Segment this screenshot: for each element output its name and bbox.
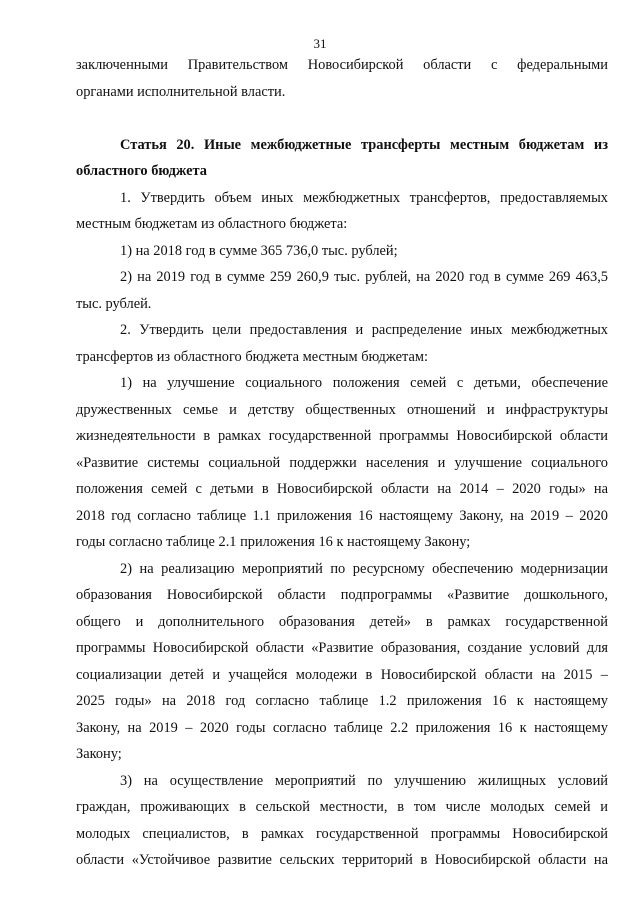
text-line: образования Новосибирской области подпрограммы «Развитие дошкольного, (76, 587, 608, 603)
text-line: 1) на улучшение социального положения семей с детьми, обеспечение (120, 375, 608, 391)
text-line: жизнедеятельности в рамках государственной программы Новосибирской области (76, 428, 608, 444)
article-heading (76, 132, 608, 185)
paragraph-2-item-1 (76, 370, 608, 556)
text-line: 2) на реализацию мероприятий по ресурсному обеспечению модернизации (120, 560, 608, 577)
text-line: органами исполнительной власти. (76, 83, 286, 100)
text-line: молодых специалистов, в рамках государственной программы Новосибирской (76, 825, 608, 842)
text-line: заключенными Правительством Новосибирской области с федеральными (76, 57, 608, 73)
text-line: 1) на 2018 год в сумме 365 736,0 тыс. рублей; (120, 242, 398, 259)
text-line: положения семей с детьми в Новосибирской области на 2014 – 2020 годы» на (76, 481, 608, 497)
paragraph-2-item-2 (76, 556, 608, 768)
text-line: общего и дополнительного образования детей» в рамках государственной (76, 613, 608, 630)
paragraph-1-item-2 (76, 264, 608, 317)
text-line: 2. Утвердить цели предоставления и распределение иных межбюджетных (120, 322, 608, 338)
text-line: 2025 годы» на 2018 год согласно таблице 1.2 приложения 16 к настоящему (76, 693, 608, 709)
text-line: трансфертов из областного бюджета местным бюджетам: (76, 348, 428, 365)
paragraph-spacer (76, 105, 608, 132)
text-line: Закону; (76, 746, 122, 762)
paragraph-1 (76, 185, 608, 238)
text-line: социализации детей и учащейся молодежи в Новосибирской области на 2015 – (76, 666, 608, 683)
text-line: местным бюджетам из областного бюджета: (76, 216, 348, 232)
text-line: годы согласно таблице 2.1 приложения 16 к настоящему Закону; (76, 534, 471, 550)
text-line: «Развитие системы социальной поддержки населения и улучшение социального (76, 454, 608, 471)
text-line: 2) на 2019 год в сумме 259 260,9 тыс. рублей, на 2020 год в сумме 269 463,5 (120, 269, 608, 285)
heading-line: Статья 20. Иные межбюджетные трансферты местным бюджетам из (120, 136, 608, 153)
text-line: 2018 год согласно таблице 1.1 приложения 16 настоящему Закону, на 2019 – 2020 (76, 507, 608, 524)
paragraph-2-item-3 (76, 768, 608, 874)
text-line: дружественных семье и детству общественных отношений и инфраструктуры (76, 401, 608, 418)
paragraph-2 (76, 317, 608, 370)
heading-line: областного бюджета (76, 163, 207, 179)
text-line: Закону, на 2019 – 2020 годы согласно таблице 2.2 приложения 16 к настоящему (76, 719, 608, 736)
paragraph-1-item-1 (76, 238, 608, 265)
document-body (76, 52, 608, 874)
page-number: 31 (313, 36, 327, 51)
text-line: программы Новосибирской области «Развитие образования, создание условий для (76, 640, 608, 656)
text-line: 1. Утвердить объем иных межбюджетных трансфертов, предоставляемых (120, 189, 608, 206)
text-line: тыс. рублей. (76, 295, 152, 312)
text-line: области «Устойчивое развитие сельских территорий в Новосибирской области на (76, 852, 608, 868)
text-line: 3) на осуществление мероприятий по улучшению жилищных условий (120, 772, 608, 789)
intro-paragraph (76, 52, 608, 105)
text-line: граждан, проживающих в сельской местности, в том числе молодых семей и (76, 799, 608, 815)
